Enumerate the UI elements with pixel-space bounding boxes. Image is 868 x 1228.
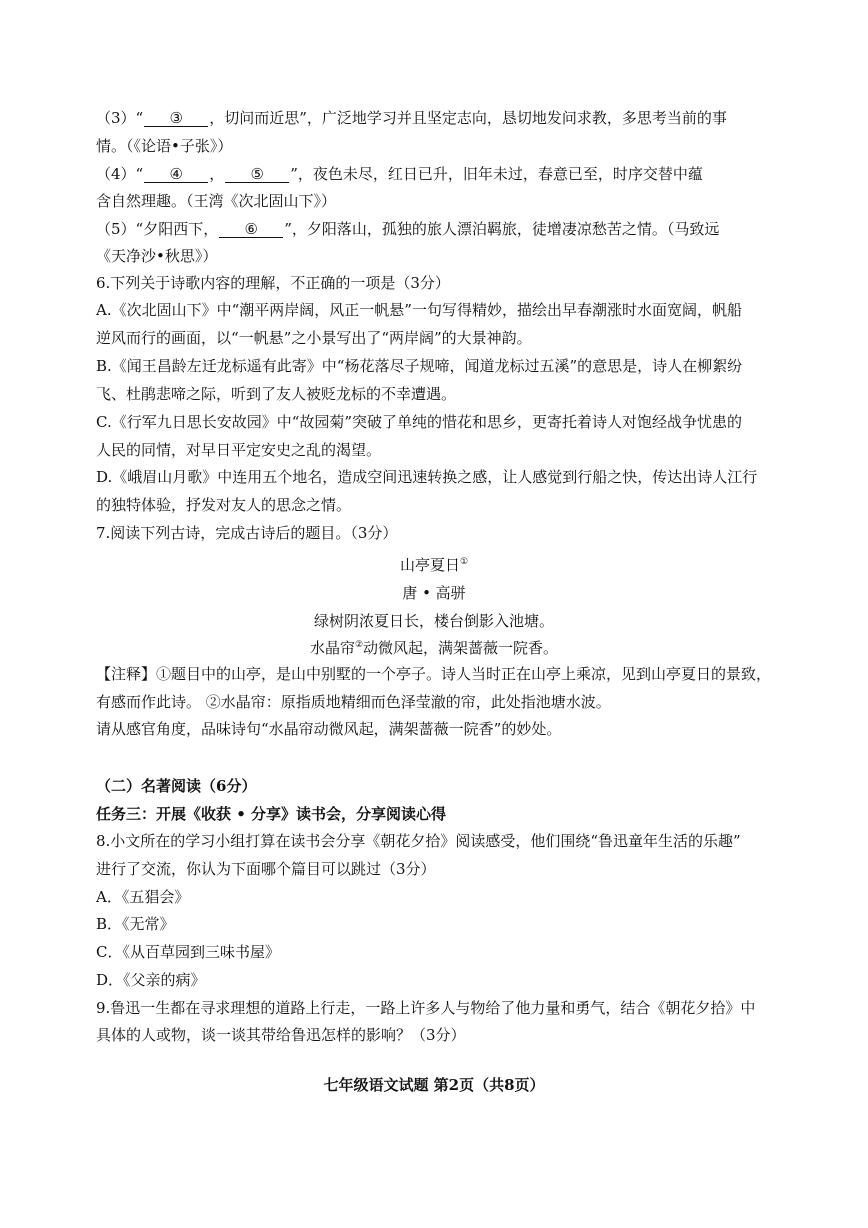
q5-item3 (96, 108, 727, 128)
poem-line-2-note-mark: ② (354, 640, 364, 650)
q8-stem-line2: 进行了交流，你认为下面哪个篇目可以跳过（3分） (96, 860, 436, 878)
poem-author: 唐 • 高骈 (402, 584, 466, 602)
poem-line-2-a: 水晶帘 (309, 639, 355, 657)
q5-item5-prefix: （5）“夕阳西下， (96, 220, 219, 238)
q6-stem: 6.下列关于诗歌内容的理解，不正确的一项是（3分） (96, 274, 450, 292)
poem-title-text: 山亭夏日 (399, 556, 460, 574)
q5-item5 (96, 219, 719, 239)
q5-item5-text: ”，夕阳落山，孤独的旅人漂泊羁旅，徒增凄凉愁苦之情。（马致远 (284, 220, 720, 238)
q8-option-b[interactable]: B．《无常》 (96, 915, 175, 933)
q6-option-a-line1: A.《次北固山下》中“潮平两岸阔，风正一帆悬”一句写得精妙，描绘出早春潮涨时水面宽阔，帆船 (96, 301, 742, 319)
q5-item5-cont: 《天净沙•秋思》） (96, 247, 218, 265)
q5-item4-cont: 含自然理趣。（王湾《次北固山下》） (96, 192, 337, 210)
blank-6[interactable]: ⑥ (219, 221, 283, 238)
q5-item4-sep: ， (209, 165, 225, 183)
poem-note-line2: 有感而作此诗。 ②水晶帘：原指质地精细而色泽莹澈的帘，此处指池塘水波。 (96, 693, 611, 711)
q7-question: 请从感官角度，品味诗句“水晶帘动微风起，满架蔷薇一院香”的妙处。 (96, 720, 562, 738)
q7-stem: 7.阅读下列古诗，完成古诗后的题目。（3分） (96, 524, 398, 542)
q5-item4-text: ”，夜色未尽，红日已升，旧年未过，春意已至，时序交替中蕴 (290, 165, 703, 183)
q6-option-a-line2: 逆风而行的画面，以“一帆悬”之小景写出了“两岸阔”的大景神韵。 (96, 329, 532, 347)
q8-option-d[interactable]: D．《父亲的病》 (96, 971, 206, 989)
poem-note-line1: 【注释】①题目中的山亭，是山中别墅的一个亭子。诗人当时正在山亭上乘凉，见到山亭夏日的景致， (96, 665, 772, 683)
q6-option-c-line2: 人民的同情，对早日平定安史之乱的渴望。 (96, 441, 382, 459)
q9-stem-line1: 9.鲁迅一生都在寻求理想的道路上行走，一路上许多人与物给了他力量和勇气，结合《朝花夕拾》中 (96, 999, 756, 1017)
q6-option-b-line2: 飞、杜鹃悲啼之际，听到了友人被贬龙标的不幸遭遇。 (96, 385, 457, 403)
blank-3[interactable]: ③ (144, 110, 208, 127)
q8-stem-line1: 8.小文所在的学习小组打算在读书会分享《朝花夕拾》阅读感受，他们围绕“鲁迅童年生活的乐趣” (96, 832, 741, 850)
q5-item3-prefix: （3）“ (96, 109, 144, 127)
q5-item3-text: ，切问而近思”，广泛地学习并且坚定志向，恳切地发问求教，多思考当前的事 (209, 109, 727, 127)
poem-title (0, 555, 868, 575)
q8-option-c[interactable]: C．《从百草园到三味书屋》 (96, 943, 280, 961)
blank-5[interactable]: ⑤ (225, 166, 289, 183)
poem-line-2-b: 动微风起，满架蔷薇一院香。 (363, 639, 559, 657)
q6-option-d-line1: D.《峨眉山月歌》中连用五个地名，造成空间迅速转换之感，让人感觉到行船之快，传达出诗人江行 (96, 468, 758, 486)
poem-title-note-mark: ① (459, 557, 469, 567)
task-heading: 任务三：开展《收获 • 分享》读书会，分享阅读心得 (96, 805, 447, 823)
q6-option-b-line1: B.《闻王昌龄左迁龙标遥有此寄》中“杨花落尽子规啼，闻道龙标过五溪”的意思是，诗人在柳絮纷 (96, 357, 743, 375)
poem-line-2 (0, 638, 868, 658)
q5-item3-cont: 情。（《论语•子张》） (96, 137, 233, 155)
page-footer: 七年级语文试题 第2页（共8页） (323, 1076, 545, 1094)
q6-option-d-line2: 的独特体验，抒发对友人的思念之情。 (96, 496, 352, 514)
q5-item4-prefix: （4）“ (96, 165, 144, 183)
blank-4[interactable]: ④ (144, 166, 208, 183)
section-heading: （二）名著阅读（6分） (96, 777, 257, 795)
q6-option-c-line1: C.《行军九日思长安故园》中“故园菊”突破了单纯的惜花和思乡，更寄托着诗人对饱经战争忧患的 (96, 413, 743, 431)
q8-option-a[interactable]: A．《五猖会》 (96, 888, 190, 906)
q5-item4 (96, 164, 703, 184)
poem-line-1: 绿树阴浓夏日长，楼台倒影入池塘。 (313, 612, 554, 630)
q9-stem-line2: 具体的人或物，谈一谈其带给鲁迅怎样的影响？（3分） (96, 1026, 466, 1044)
